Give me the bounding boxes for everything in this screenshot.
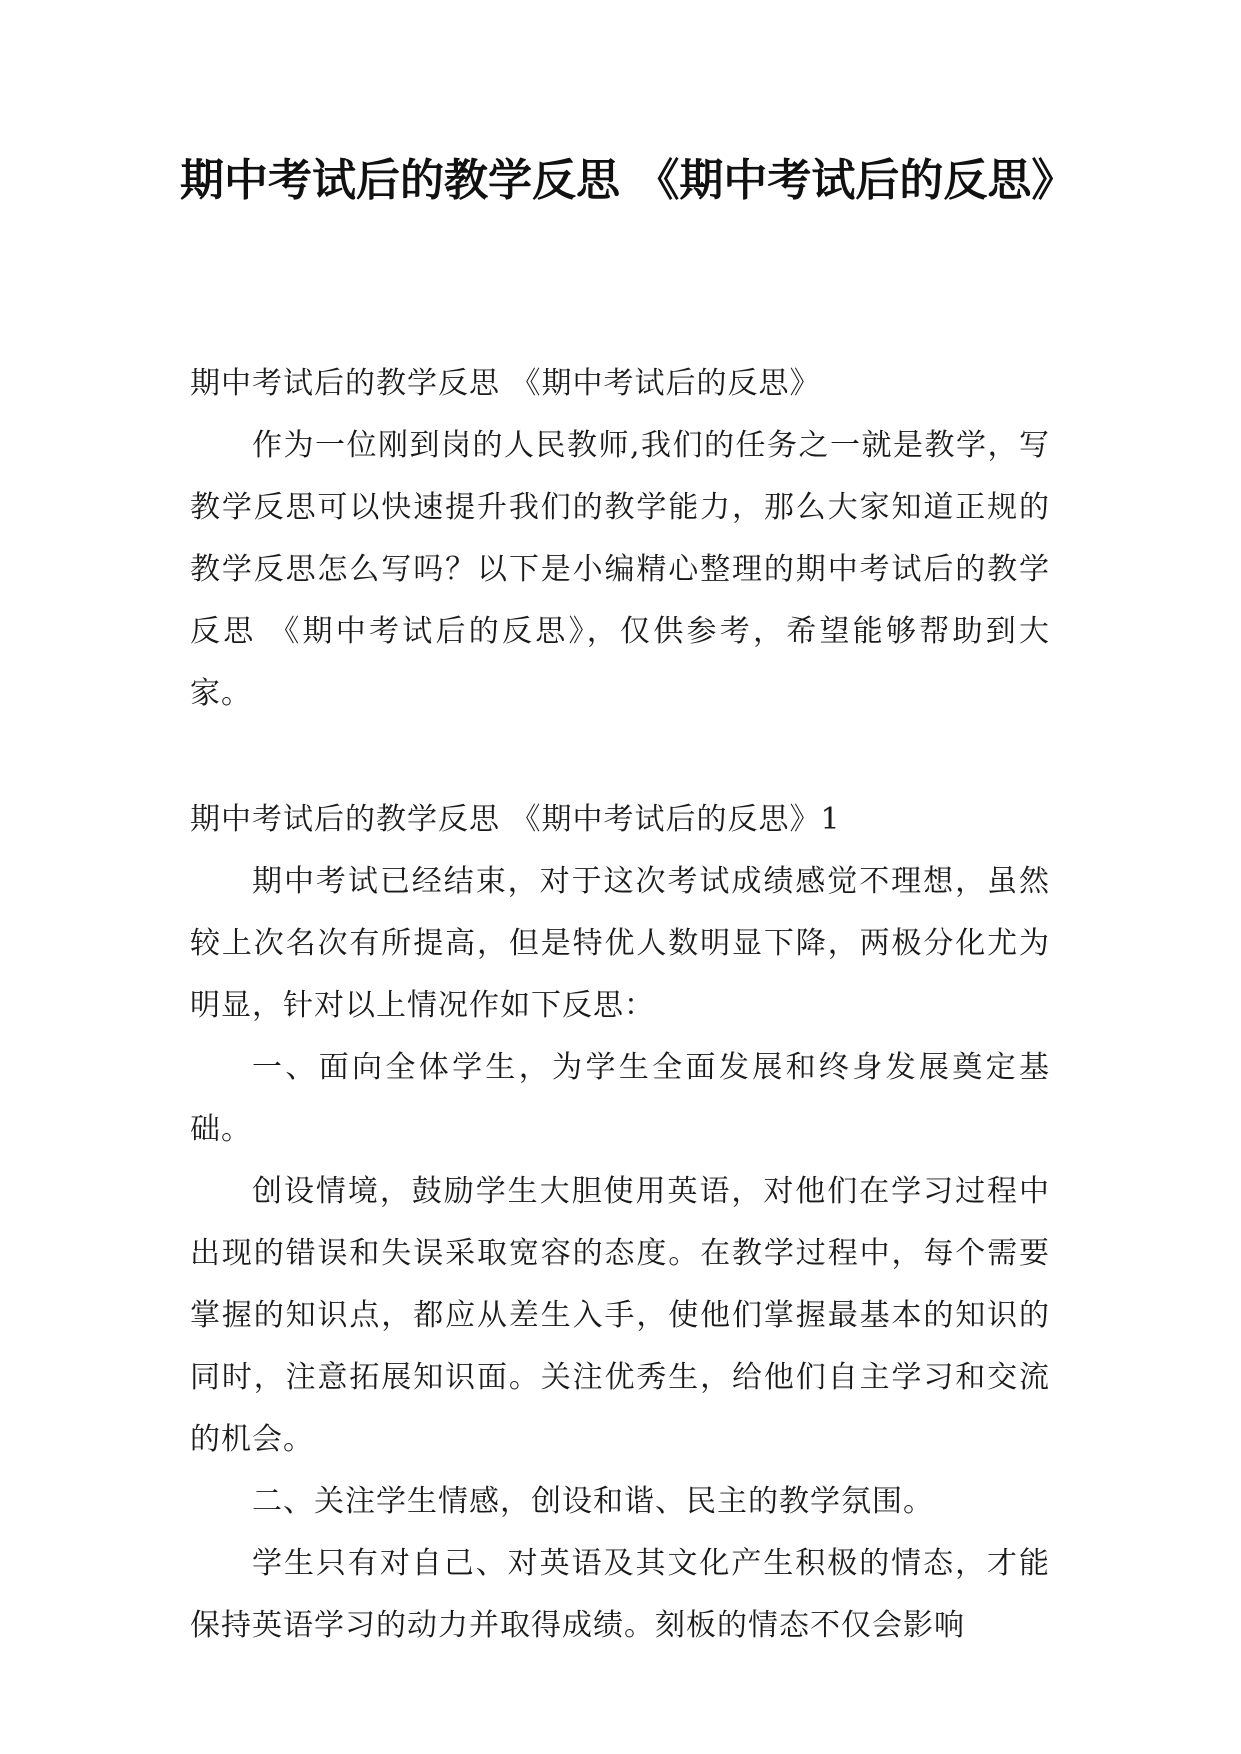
document-title: 期中考试后的教学反思 《期中考试后的反思》 (180, 155, 1076, 206)
section-heading-intro: 期中考试后的教学反思 《期中考试后的反思》 (190, 366, 821, 401)
point-one-heading: 一、面向全体学生，为学生全面发展和终身发展奠定基础。 (190, 1050, 1050, 1147)
section-heading-1: 期中考试后的教学反思 《期中考试后的反思》1 (190, 802, 841, 837)
point-two-heading: 二、关注学生情感，创设和谐、民主的教学氛围。 (252, 1484, 934, 1519)
intro-paragraph: 作为一位刚到岗的人民教师,我们的任务之一就是教学，写教学反思可以快速提升我们的教学能力，那么大家知道正规的教学反思怎么写吗？以下是小编精心整理的期中考试后的教学反思 《期中考试后的反思》，仅供参考，希望能够帮助到大家。 (190, 428, 1050, 711)
body-paragraph: 学生只有对自己、对英语及其文化产生积极的情态，才能保持英语学习的动力并取得成绩。刻板的情态不仅会影响 (190, 1546, 1050, 1643)
body-paragraph: 期中考试已经结束，对于这次考试成绩感觉不理想，虽然较上次名次有所提高，但是特优人数明显下降，两极分化尤为明显，针对以上情况作如下反思： (190, 864, 1050, 1023)
body-paragraph: 创设情境，鼓励学生大胆使用英语，对他们在学习过程中出现的错误和失误采取宽容的态度。在教学过程中，每个需要掌握的知识点，都应从差生入手，使他们掌握最基本的知识的同时，注意拓展知识面。关注优秀生，给他们自主学习和交流的机会。 (190, 1174, 1050, 1457)
document-body (190, 353, 1050, 1657)
